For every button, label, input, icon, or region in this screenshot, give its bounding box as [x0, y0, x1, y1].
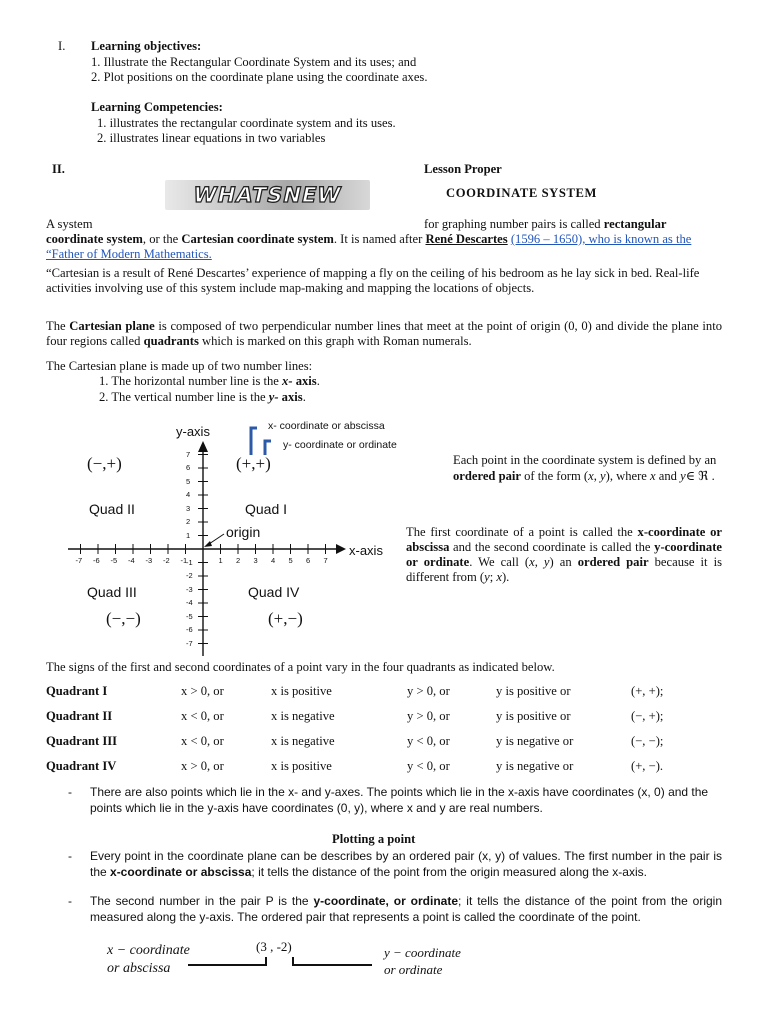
x-tick-label: -1 — [180, 556, 188, 565]
cartesian-plane-paragraph: The Cartesian plane is composed of two perpendicular number lines that meet at the point of origin (0, 0) and divide the plane into four regions called quadrants which is marked on this graph with Roman numerals. — [46, 319, 722, 348]
section-numeral-2: II. — [52, 162, 65, 176]
descartes-link[interactable]: (1596 – 1650), who is known as the “Father of Modern Mathematics. — [46, 232, 692, 261]
x-tick-label: -4 — [128, 556, 135, 565]
y-tick-label: 5 — [186, 476, 191, 486]
x-axis-arrow — [336, 544, 346, 554]
y-tick-label: 4 — [186, 490, 191, 499]
table-row: Quadrant I x > 0, or x is positive y > 0, or y is positive or (+, +); — [46, 684, 664, 698]
x-tick-label: -2 — [163, 556, 170, 565]
quad-4-sign: (+,−) — [268, 609, 303, 628]
signs-intro: The signs of the first and second coordinates of a point vary in the four quadrants as indicated below. — [46, 660, 555, 674]
quad-3-label: Quad III — [87, 584, 137, 600]
legend-x-label: x- coordinate or abscissa — [268, 420, 385, 432]
descartes-name: René Descartes — [425, 232, 508, 246]
origin-label: origin — [226, 524, 261, 540]
axes-note: There are also points which lie in the x- and y-axes. The points which lie in the x-axis have coordinates (x, 0) and the points which lie in the y-axis have coordinates (0, y), where x and y are real numbers. — [90, 785, 709, 815]
quadrant-signs-table — [46, 679, 663, 779]
plotting-heading: Plotting a point — [332, 832, 416, 846]
y-tick-label: -6 — [186, 625, 193, 634]
x-tick-label: 1 — [218, 556, 223, 565]
legend-x-bracket — [251, 428, 257, 455]
y-axis-label: y-axis — [176, 424, 210, 439]
x-tick-label: -7 — [75, 556, 83, 565]
x-tick-label: 3 — [253, 556, 258, 565]
quad-4-label: Quad IV — [248, 584, 300, 600]
abscissa-ordinate-paragraph: The first coordinate of a point is called the x-coordinate or abscissa and the second coordinate is called the y-coordinate or ordinate. We call (x, y) an ordered pair because it is different from (y; x). — [406, 525, 722, 584]
y-tick-label: 3 — [186, 503, 191, 513]
x-tick-label: 6 — [306, 556, 311, 565]
y-tick-label: 7 — [186, 449, 191, 459]
legend-y-label: y- coordinate or ordinate — [283, 439, 397, 451]
pair-connector-lines — [180, 955, 380, 969]
x-coordinate-caption: x − coordinate — [107, 943, 190, 958]
y-tick-label: -3 — [186, 584, 193, 594]
objectives-heading: Learning objectives: — [91, 39, 202, 53]
x-tick-label: 7 — [323, 556, 328, 565]
whats-new-banner: WHATSNEW — [165, 180, 370, 210]
competency-item: 2. illustrates linear equations in two variables — [97, 131, 326, 145]
x-tick-label: 4 — [271, 556, 276, 565]
y-tick-label: 1 — [186, 530, 191, 540]
number-line-item: 2. The vertical number line is the y- axis. — [99, 390, 306, 404]
table-row: Quadrant III x < 0, or x is negative y < 0, or y is negative or (−, −); — [46, 734, 664, 748]
y-coordinate-caption: y − coordinate — [384, 945, 461, 960]
x-tick-label: 5 — [288, 556, 293, 565]
intro-paragraph: for graphing number pairs is called rectangular coordinate system, or the Cartesian coordinate system. It is named after René Descartes (1596 – 1650), who is known as the “Father of Modern Mathematics. — [46, 217, 692, 261]
number-line-item: 1. The horizontal number line is the x- axis. — [99, 374, 320, 388]
competency-item: 1. illustrates the rectangular coordinate system and its uses. — [97, 116, 396, 130]
abscissa-caption: or abscissa — [107, 961, 171, 976]
quad-3-sign: (−,−) — [106, 609, 141, 628]
x-tick-label: -3 — [145, 556, 153, 565]
quad-1-label: Quad I — [245, 501, 288, 517]
page-title: COORDINATE SYSTEM — [446, 186, 597, 200]
y-tick-label: -2 — [186, 571, 193, 580]
y-axis-arrow — [198, 441, 208, 452]
legend-y-bracket — [265, 441, 271, 455]
objective-item: 1. Illustrate the Rectangular Coordinate System and its uses; and — [91, 55, 417, 69]
y-tick-label: -1 — [186, 557, 193, 567]
cartesian-history-paragraph: “Cartesian is a result of René Descartes’ experience of mapping a fly on the ceiling of his bedroom as he lay sick in bed. Real-life activities involving use of this system include map-making and mapping the locations of objects. — [46, 266, 700, 295]
quad-2-label: Quad II — [89, 501, 135, 517]
number-lines-intro: The Cartesian plane is made up of two number lines: — [46, 359, 313, 373]
objective-item: 2. Plot positions on the coordinate plane using the coordinate axes. — [91, 70, 428, 84]
quad-1-sign: (+,+) — [236, 454, 271, 473]
quad-2-sign: (−,+) — [87, 454, 122, 473]
ordered-pair-definition: Each point in the coordinate system is defined by an ordered pair of the form (x, y), where x and y∈ ℜ . — [453, 453, 717, 483]
table-row: Quadrant II x < 0, or x is negative y > 0, or y is positive or (−, +); — [46, 709, 664, 723]
y-tick-label: -4 — [186, 598, 193, 607]
x-tick-label: 2 — [236, 556, 241, 565]
competencies-heading: Learning Competencies: — [91, 100, 223, 114]
x-axis-label: x-axis — [349, 543, 383, 558]
y-tick-label: 6 — [186, 463, 191, 472]
plotting-bullet-2: The second number in the pair P is the y-coordinate, or ordinate; it tells the distance of the point from the origin measured along the y-axis. The ordered pair that represents a point is called the coordinate of the point. — [90, 894, 723, 924]
intro-text: A system — [46, 217, 93, 231]
y-tick-label: -5 — [186, 611, 193, 621]
table-row: Quadrant IV x > 0, or x is positive y < 0, or y is negative or (+, −). — [46, 759, 664, 773]
y-tick-label: -7 — [186, 638, 193, 648]
ordered-pair-example: (3 , -2) — [256, 939, 292, 954]
y-tick-label: 2 — [186, 517, 191, 526]
ordinate-caption: or ordinate — [384, 962, 443, 977]
lesson-proper-heading: Lesson Proper — [424, 162, 502, 176]
x-tick-label: -5 — [110, 556, 118, 565]
plotting-bullet-1: Every point in the coordinate plane can be describes by an ordered pair (x, y) of values. The first number in the pair is the x-coordinate or abscissa; it tells the distance of the point from the origin measured along the x-axis. — [90, 849, 722, 879]
x-tick-label: -6 — [93, 556, 100, 565]
section-numeral-1: I. — [58, 39, 66, 53]
